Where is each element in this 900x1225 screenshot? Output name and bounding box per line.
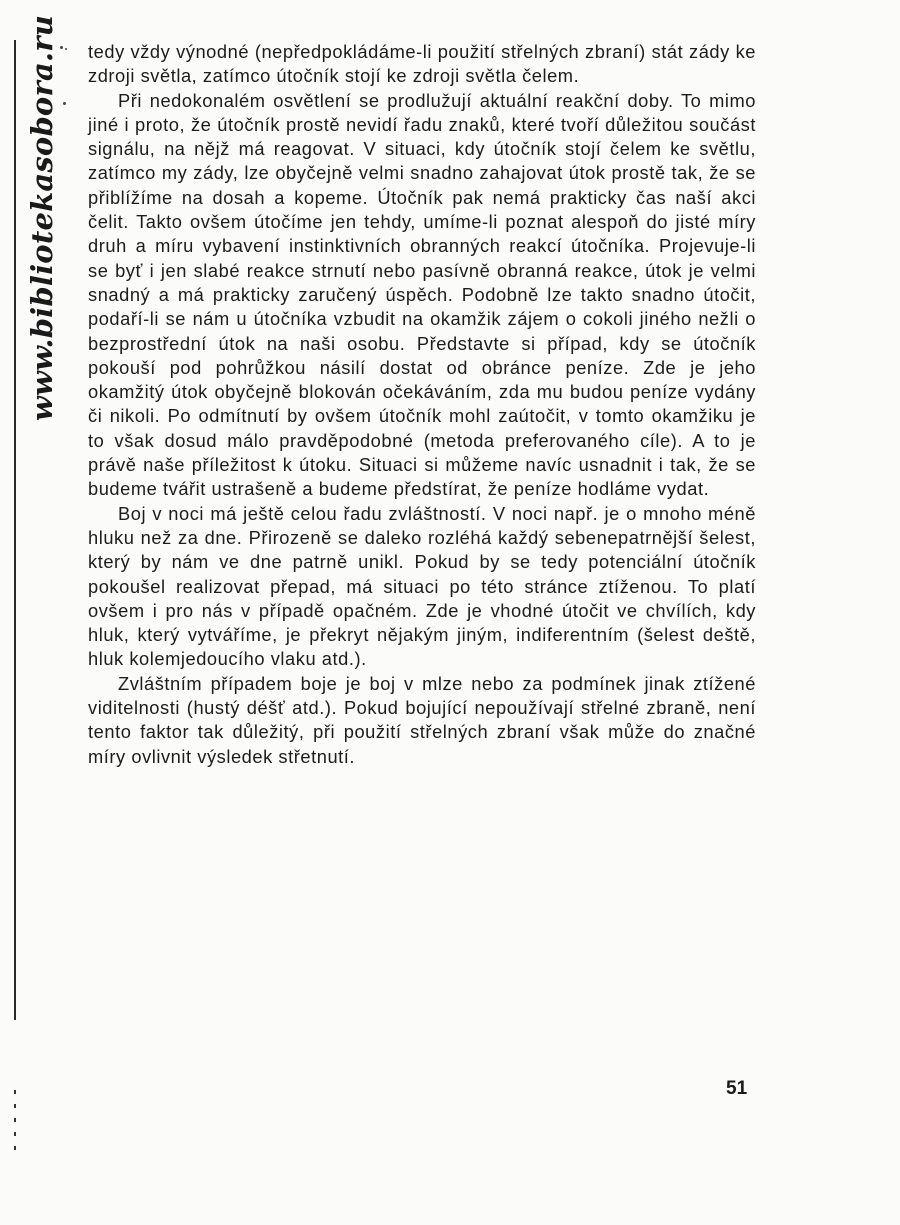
scan-specks [58,44,70,124]
paragraph: Boj v noci má ještě celou řadu zvláštností. V noci např. je o mnoho méně hluku než za dne. Přirozeně se daleko rozléhá každý sebenepatrnější šelest, který by nám ve dne patrně unikl. Pokud by se tedy potenciální útočník pokoušel realizovat přepad, má situaci po této stránce ztíženou. To platí ovšem i pro nás v případě opačném. Zde je vhodné útočit ve chvílích, kdy hluk, který vytváříme, je překryt nějakým jiným, indiferentním (šelest deště, hluk kolemjedoucího vlaku atd.). [88,502,756,670]
binding-edge-line [14,40,16,1020]
paragraph: tedy vždy výnodné (nepředpokládáme-li použití střelných zbraní) stát zády ke zdroji světla, zatímco útočník stojí ke zdroji světla čelem. [88,41,756,87]
watermark [22,15,62,435]
body-text [88,40,756,769]
page-number: 51 [726,1078,748,1099]
binding-edge-dashes [14,1090,16,1150]
paragraph: Zvláštním případem boje je boj v mlze nebo za podmínek jinak ztížené viditelnosti (hustý déšť atd.). Pokud bojující nepoužívají střelné zbraně, není tento faktor tak důležitý, při použití střelných zbraní však může do značné míry ovlivnit výsledek střetnutí. [88,672,756,767]
watermark-text: www.bibliotekasobora.ru [25,15,59,422]
paragraph: Při nedokonalém osvětlení se prodlužují aktuální reakční doby. To mimo jiné i proto, že útočník prostě nevidí řadu znaků, které tvoří důležitou součást signálu, na nějž má reagovat. V situaci, kdy útočník stojí čelem ke světlu, zatímco my zády, lze obyčejně velmi snadno zahajovat útok prostě tak, že se přiblížíme na dosah a kopeme. Útočník pak nemá prakticky čas naší akci čelit. Takto ovšem útočíme jen tehdy, umíme-li poznat alespoň do jisté míry druh a míru vybavení instinktivních obranných reakcí útočníka. Projevuje-li se byť i jen slabé reakce strnutí nebo pasívně obranná reakce, útok je velmi snadný a má prakticky zaručený úspěch. Podobně lze takto snadno útočit, podaří-li se nám u útočníka vzbudit na okamžik zájem o cokoli jiného nežli o bezprostřední útok na naši osobu. Představte si případ, kdy se útočník pokouší pod pohrůžkou násilí dostat od obránce peníze. Zde je jeho okamžitý útok obyčejně blokován očekáváním, zda mu budou peníze vydány či nikoli. Po odmítnutí by ovšem útočník mohl zaútočit, v tomto okamžiku je to však dosud málo pravděpodobné (metoda preferovaného cíle). A to je právě naše příležitost k útoku. Situaci si můžeme navíc usnadnit i tak, že se budeme tvářit ustrašeně a budeme předstírat, že peníze hodláme vydat. [88,89,756,500]
